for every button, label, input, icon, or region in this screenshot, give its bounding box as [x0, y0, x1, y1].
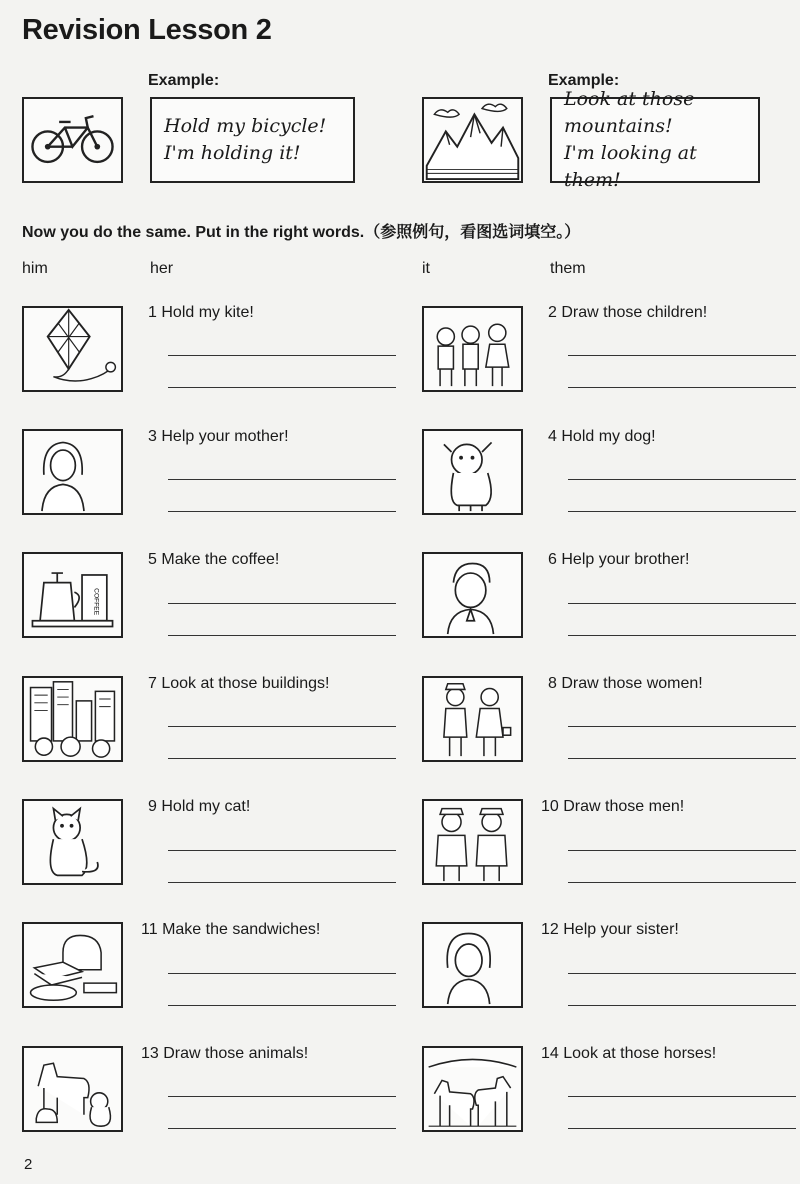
- question-text: 10 Draw those men!: [541, 798, 685, 815]
- answer-line[interactable]: [168, 1005, 396, 1006]
- example-sentence: Look at those mountains!: [564, 88, 695, 137]
- women-icon: [422, 676, 523, 762]
- answer-line[interactable]: [168, 603, 396, 604]
- question-text: 6 Help your brother!: [548, 551, 690, 568]
- answer-line[interactable]: [168, 387, 396, 388]
- answer-line[interactable]: [568, 511, 796, 512]
- coffee-icon: [22, 552, 123, 638]
- example-answer: I'm holding it!: [164, 142, 301, 164]
- question-text: 12 Help your sister!: [541, 921, 679, 938]
- answer-line[interactable]: [568, 758, 796, 759]
- answer-line[interactable]: [168, 511, 396, 512]
- word-option: them: [550, 260, 586, 277]
- question-text: 4 Hold my dog!: [548, 428, 656, 445]
- answer-line[interactable]: [168, 1128, 396, 1129]
- answer-line[interactable]: [568, 726, 796, 727]
- word-option: him: [22, 260, 48, 277]
- answer-line[interactable]: [568, 603, 796, 604]
- answer-line[interactable]: [568, 1096, 796, 1097]
- horses-icon: [422, 1046, 523, 1132]
- example-answer: I'm looking at them!: [564, 142, 697, 191]
- answer-line[interactable]: [568, 355, 796, 356]
- answer-line[interactable]: [568, 850, 796, 851]
- answer-line[interactable]: [568, 387, 796, 388]
- question-text: 2 Draw those children!: [548, 304, 708, 321]
- question-text: 7 Look at those buildings!: [148, 675, 330, 692]
- example-sentence-box: [550, 88, 760, 191]
- question-text: 11 Make the sandwiches!: [141, 921, 321, 938]
- men-icon: [422, 799, 523, 885]
- answer-line[interactable]: [168, 635, 396, 636]
- mountains-icon: [422, 97, 523, 183]
- buildings-icon: [22, 676, 123, 762]
- answer-line[interactable]: [168, 758, 396, 759]
- answer-line[interactable]: [568, 1128, 796, 1129]
- question-text: 8 Draw those women!: [548, 675, 703, 692]
- sandwiches-icon: [22, 922, 123, 1008]
- question-text: 14 Look at those horses!: [541, 1045, 717, 1062]
- example-sentence: Hold my bicycle!: [164, 115, 327, 137]
- dog-icon: [422, 429, 523, 515]
- page-title: Revision Lesson 2: [22, 14, 272, 46]
- answer-line[interactable]: [568, 973, 796, 974]
- mother-icon: [22, 429, 123, 515]
- children-icon: [422, 306, 523, 392]
- page-number: 2: [24, 1156, 33, 1173]
- question-text: 5 Make the coffee!: [148, 551, 280, 568]
- answer-line[interactable]: [168, 973, 396, 974]
- answer-line[interactable]: [168, 850, 396, 851]
- answer-line[interactable]: [568, 479, 796, 480]
- example-label: Example:: [148, 72, 220, 89]
- example-sentence-box: [150, 97, 355, 183]
- answer-line[interactable]: [568, 635, 796, 636]
- question-text: 3 Help your mother!: [148, 428, 289, 445]
- animals-icon: [22, 1046, 123, 1132]
- kite-icon: [22, 306, 123, 392]
- answer-line[interactable]: [568, 882, 796, 883]
- sister-icon: [422, 922, 523, 1008]
- answer-line[interactable]: [168, 355, 396, 356]
- word-option: it: [422, 260, 430, 277]
- word-option: her: [150, 260, 174, 277]
- instruction-text: Now you do the same. Put in the right words.（参照例句，看图选词填空。）: [22, 224, 581, 241]
- answer-line[interactable]: [168, 1096, 396, 1097]
- answer-line[interactable]: [568, 1005, 796, 1006]
- answer-line[interactable]: [168, 479, 396, 480]
- answer-line[interactable]: [168, 882, 396, 883]
- brother-icon: [422, 552, 523, 638]
- question-text: 1 Hold my kite!: [148, 304, 254, 321]
- cat-icon: [22, 799, 123, 885]
- coffee-pack-label: COFFEE: [92, 588, 100, 616]
- question-text: 9 Hold my cat!: [148, 798, 251, 815]
- answer-line[interactable]: [168, 726, 396, 727]
- question-text: 13 Draw those animals!: [141, 1045, 309, 1062]
- bicycle-icon: [22, 97, 123, 183]
- example-label: Example:: [548, 72, 620, 89]
